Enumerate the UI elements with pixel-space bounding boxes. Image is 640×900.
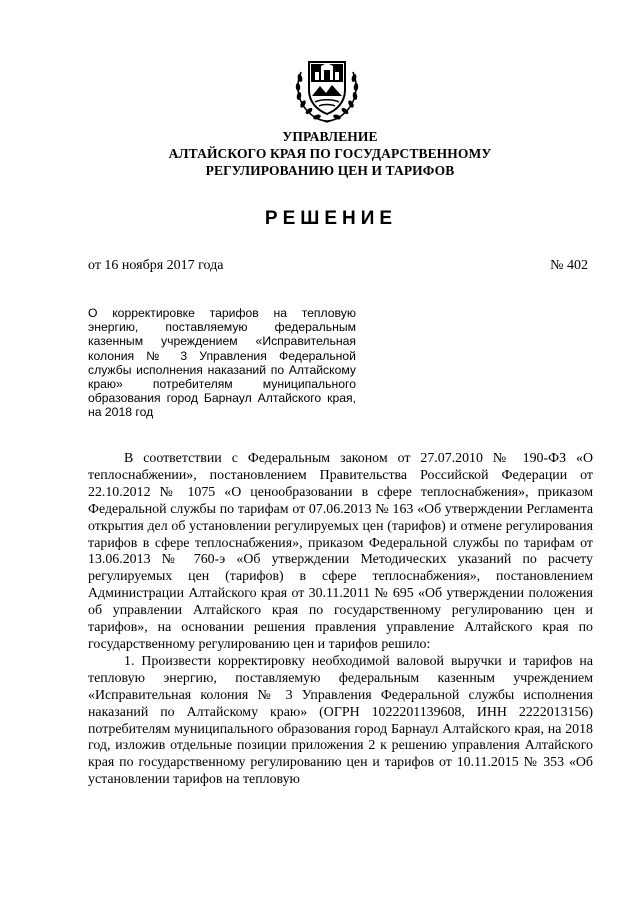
document-date: от 16 ноября 2017 года — [88, 258, 224, 273]
document-number: № 402 — [550, 258, 588, 273]
body-paragraph-preamble: В соответствии с Федеральным законом от 27.07.2010 № 190-ФЗ «О теплоснабжении», постановлением Правительства Российской Федерации от 22.10.2012 № 1075 «О ценообразовании в сфере теплоснабжения», приказом Федеральной службы по тарифам от 07.06.2013 № 163 «Об утверждении Регламента открытия дел об установлении регулируемых цен (тарифов) и отмене регулирования тарифов в сфере теплоснабжения», приказом Федеральной службы по тарифам от 13.06.2013 № 760-э «Об утверждении Методических указаний по расчету регулируемых цен (тарифов) в сфере теплоснабжения», постановлением Администрации Алтайского края от 30.11.2011 № 695 «Об утверждении положения об управлении Алтайского края по государственному регулированию цен и тарифов», на основании решения правления управление Алтайского края по государственному регулированию цен и тарифов решило: — [88, 451, 593, 652]
agency-name-line-1: УПРАВЛЕНИЕ — [282, 129, 378, 144]
document-title: РЕШЕНИЕ — [264, 208, 398, 229]
document-subject: О корректировке тарифов на тепловую энергию, поставляемую федеральным казенным учреждением «Исправительная колония № 3 Управления Федеральной службы исполнения наказаний по Алтайскому краю» потребителям муниципального образования город Барнаул Алтайского края, на 2018 год — [88, 306, 356, 420]
document-body — [88, 451, 593, 789]
body-paragraph-item-1: 1. Произвести корректировку необходимой валовой выручки и тарифов на тепловую энергию, поставляемую федеральным казенным учреждением «Исправительная колония № 3 Управления Федеральной службы исполнения наказаний по Алтайскому краю» (ОГРН 1022201139608, ИНН 2222013156) потребителям муниципального образования город Барнаул Алтайского края, на 2018 год, изложив отдельные позиции приложения 2 к решению управления Алтайского края по государственному регулированию цен и тарифов от 10.11.2015 № 353 «Об установлении тарифов на тепловую — [88, 653, 593, 788]
agency-name-line-2: АЛТАЙСКОГО КРАЯ ПО ГОСУДАРСТВЕННОМУ — [168, 146, 492, 161]
coat-of-arms-icon — [293, 52, 361, 124]
agency-name-line-3: РЕГУЛИРОВАНИЮ ЦЕН И ТАРИФОВ — [205, 163, 455, 178]
